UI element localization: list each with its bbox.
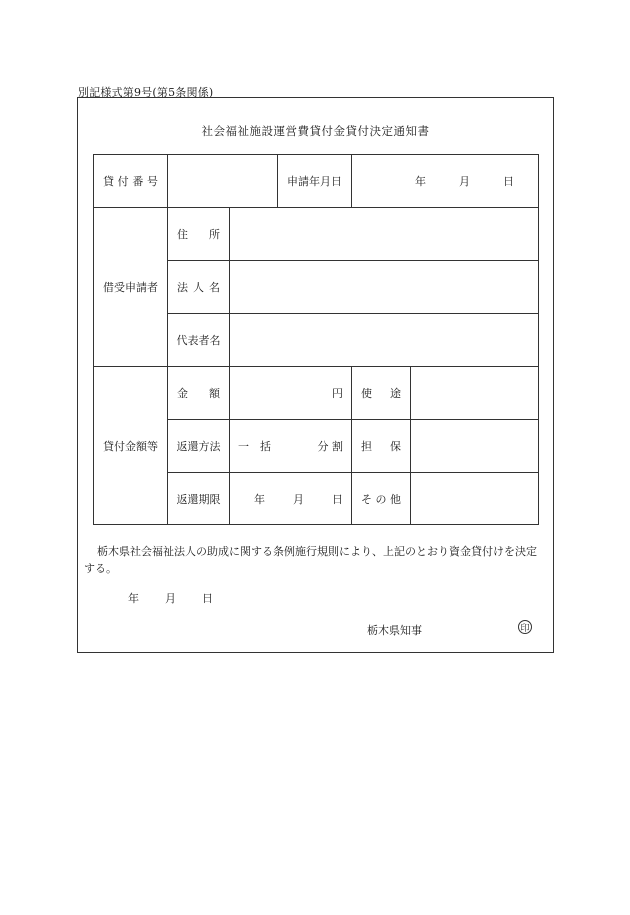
collateral-label: 担 保: [361, 440, 401, 453]
corporation-name-value[interactable]: [230, 261, 538, 313]
purpose-value[interactable]: [411, 367, 538, 419]
other-value[interactable]: [411, 473, 538, 524]
address-label: 住 所: [177, 228, 220, 241]
loan-number-value[interactable]: [168, 155, 277, 207]
representative-name-label: 代表者名: [176, 334, 221, 347]
installment-option: 分 割: [317, 440, 343, 453]
lump-sum-option: 一 括: [238, 440, 271, 453]
amount-label: 金 額: [177, 387, 220, 400]
loan-amount-label: 貸付金額等: [103, 439, 158, 453]
governor-signature-label: 栃木県知事: [367, 624, 422, 637]
corporation-name-label: 法 人 名: [177, 281, 220, 294]
representative-name-value[interactable]: [230, 314, 538, 366]
loan-number-label: 貸 付 番 号: [103, 175, 158, 188]
other-label: そ の 他: [361, 492, 401, 506]
repayment-method-label: 返還方法: [176, 440, 221, 453]
table-border-right: [538, 154, 539, 525]
collateral-value[interactable]: [411, 420, 538, 472]
applicant-label: 借受申請者: [103, 281, 158, 294]
application-date-label: 申請年月日: [287, 175, 342, 188]
repayment-deadline-label: 返還期限: [176, 492, 221, 506]
seal-mark: 印: [518, 620, 532, 634]
repayment-deadline-value[interactable]: 年 月 日: [254, 492, 343, 506]
amount-value[interactable]: [230, 367, 351, 419]
repayment-method-value[interactable]: [230, 420, 351, 472]
application-date-value[interactable]: 年 月 日: [415, 175, 514, 188]
issue-date: 年 月 日: [128, 592, 213, 605]
form-number-note: 別記様式第9号(第5条関係): [78, 86, 214, 99]
yen-unit: 円: [332, 387, 343, 400]
decision-statement: 栃木県社会福祉法人の助成に関する条例施行規則により、上記のとおり資金貸付けを決定する。: [84, 545, 537, 575]
document-title: 社会福祉施設運営費貸付金貸付決定通知書: [201, 124, 430, 138]
purpose-label: 使 途: [361, 387, 401, 400]
table-border-bottom: [93, 524, 539, 525]
loan-decision-table: [93, 154, 539, 525]
address-value[interactable]: [230, 208, 538, 260]
